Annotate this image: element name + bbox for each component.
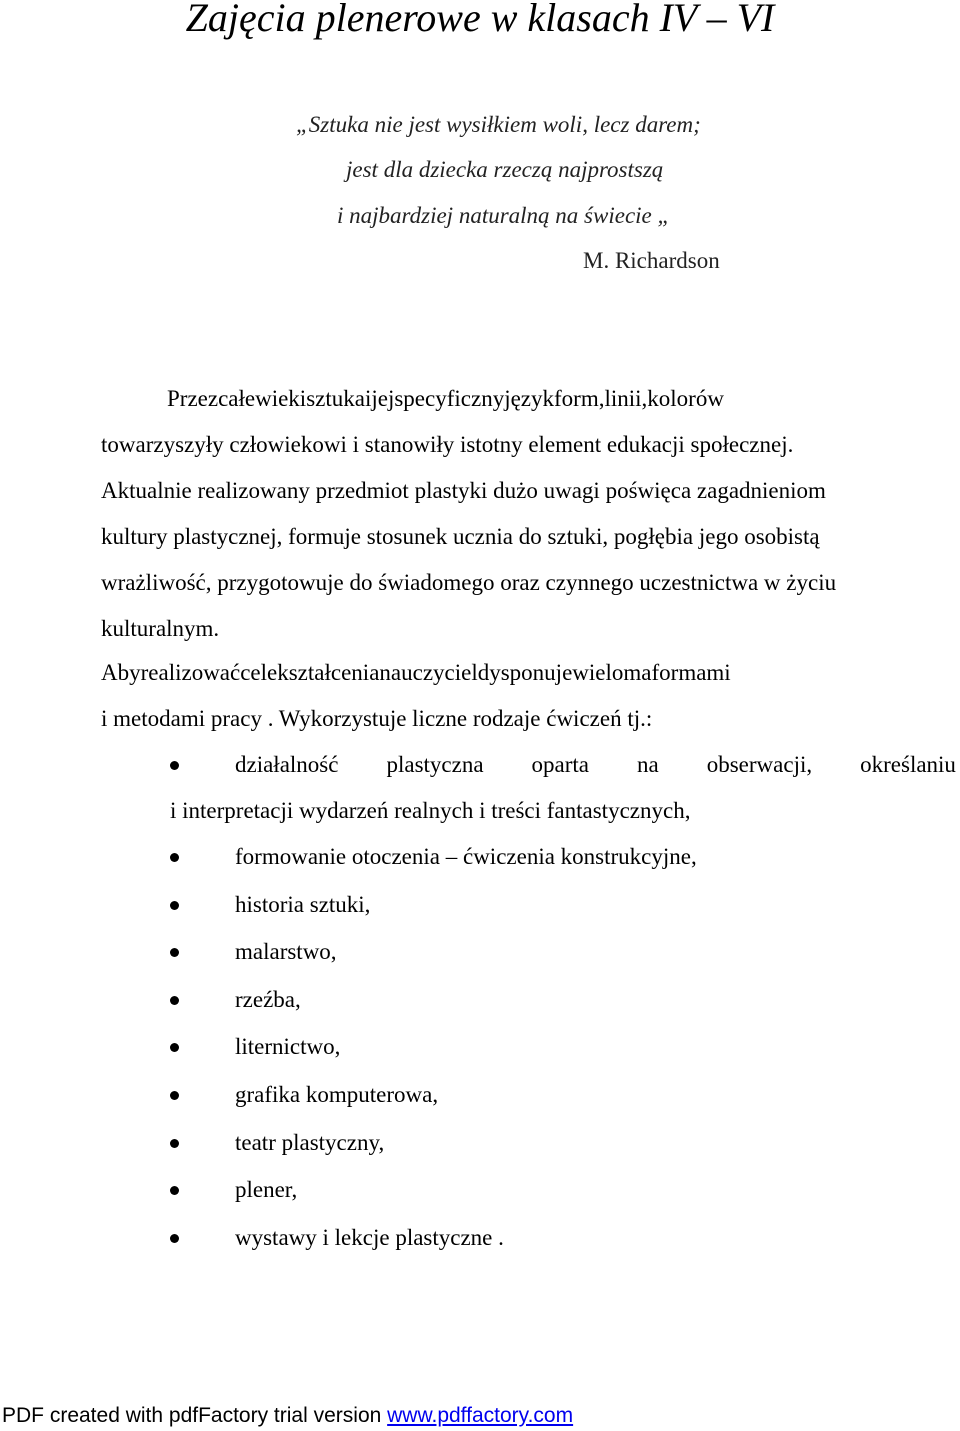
list-item-text: plener, <box>235 1177 298 1203</box>
pdf-footer <box>2 1404 573 1428</box>
footer-text: PDF created with pdfFactory trial version <box>2 1404 388 1427</box>
paragraph-intro <box>101 376 956 652</box>
paragraph-word: nauczyciel <box>379 660 478 685</box>
paragraph-word: cele <box>240 660 278 685</box>
list-item <box>0 882 960 928</box>
list-item-text: rzeźba, <box>235 986 301 1012</box>
paragraph-word: Aby <box>101 660 141 685</box>
paragraph-word: specyficzny <box>394 386 505 411</box>
motto-line-1: „Sztuka nie jest wysiłkiem woli, lecz darem; <box>296 112 701 137</box>
paragraph-intro-line-1 <box>167 376 956 422</box>
list-item-text: wystawy i lekcje plastyczne . <box>235 1224 504 1250</box>
list-item-word: określaniu <box>860 752 956 777</box>
paragraph-word: kształcenia <box>277 660 380 685</box>
list-item <box>0 742 960 788</box>
paragraph-word: wieki <box>255 386 307 411</box>
list-item-text: malarstwo, <box>235 939 337 965</box>
paragraph-word: wieloma <box>572 660 652 685</box>
list-item <box>0 1167 960 1213</box>
paragraph-word: i <box>364 386 372 411</box>
list-item-text: i interpretacji wydarzeń realnych i treści fantastycznych, <box>170 798 691 823</box>
list-item-text: teatr plastyczny, <box>235 1129 385 1155</box>
document-title: Zajęcia plenerowe w klasach IV – VI <box>185 0 775 40</box>
list-item-text: grafika komputerowa, <box>235 1082 439 1107</box>
paragraph-word: całe <box>218 386 256 411</box>
paragraph-word: form, <box>554 386 605 411</box>
list-item-text: formowanie otoczenia – ćwiczenia konstrukcyjne, <box>235 844 697 869</box>
bullet-icon <box>170 1234 179 1243</box>
list-item <box>0 1215 960 1261</box>
paragraph-methods-line-1 <box>101 650 956 696</box>
list-item <box>0 1072 960 1118</box>
footer-link[interactable]: www.pdffactory.com <box>387 1404 574 1427</box>
list-item <box>0 929 960 975</box>
paragraph-word: jej <box>371 386 395 411</box>
list-item-word: obserwacji, <box>706 752 813 777</box>
list-item-word: na <box>637 752 659 777</box>
paragraph-intro-line-5: wrażliwość, przygotowuje do świadomego oraz czynnego uczestnictwa w życiu <box>101 570 837 595</box>
paragraph-intro-line-3: Aktualnie realizowany przedmiot plastyki dużo uwagi poświęca zagadnieniom <box>101 478 826 503</box>
bullet-icon <box>170 1186 179 1195</box>
list-item <box>0 977 960 1023</box>
paragraph-word: linii, <box>604 386 648 411</box>
motto-line-3: i najbardziej naturalną na świecie „ <box>337 203 671 228</box>
paragraph-intro-line-4: kultury plastycznej, formuje stosunek ucznia do sztuki, pogłębia jego osobistą <box>101 524 820 549</box>
paragraph-methods <box>101 650 956 742</box>
paragraph-word: Przez <box>167 386 219 411</box>
list-item-text: liternictwo, <box>235 1034 341 1060</box>
motto-author: M. Richardson <box>583 248 720 273</box>
list-item <box>0 1120 960 1166</box>
paragraph-word: realizować <box>140 660 241 685</box>
paragraph-word: formami <box>651 660 731 685</box>
list-item-text <box>235 752 956 778</box>
bullet-icon <box>170 761 179 770</box>
list-item-word: oparta <box>531 752 590 777</box>
paragraph-word: sztuka <box>306 386 365 411</box>
motto-line-2: jest dla dziecka rzeczą najprostszą <box>346 157 664 182</box>
bullet-icon <box>170 996 179 1005</box>
list-item-word: działalność <box>235 752 339 777</box>
list-item <box>0 1024 960 1070</box>
bullet-icon <box>170 1043 179 1052</box>
paragraph-word: kolorów <box>647 386 724 411</box>
list-item-word: plastyczna <box>386 752 484 777</box>
bullet-icon <box>170 901 179 910</box>
list-item <box>0 834 960 880</box>
bullet-icon <box>170 1091 179 1100</box>
list-item-continuation <box>0 788 960 834</box>
paragraph-intro-line-2: towarzyszyły człowiekowi i stanowiły istotny element edukacji społecznej. <box>101 432 794 457</box>
bullet-icon <box>170 948 179 957</box>
paragraph-methods-line-2: i metodami pracy . Wykorzystuje liczne rodzaje ćwiczeń tj.: <box>101 706 653 731</box>
list-item-text: historia sztuki, <box>235 891 371 917</box>
paragraph-word: dysponuje <box>477 660 573 685</box>
paragraph-intro-line-6: kulturalnym. <box>101 616 220 641</box>
bullet-icon <box>170 853 179 862</box>
paragraph-word: język <box>504 386 555 411</box>
bullet-icon <box>170 1139 179 1148</box>
